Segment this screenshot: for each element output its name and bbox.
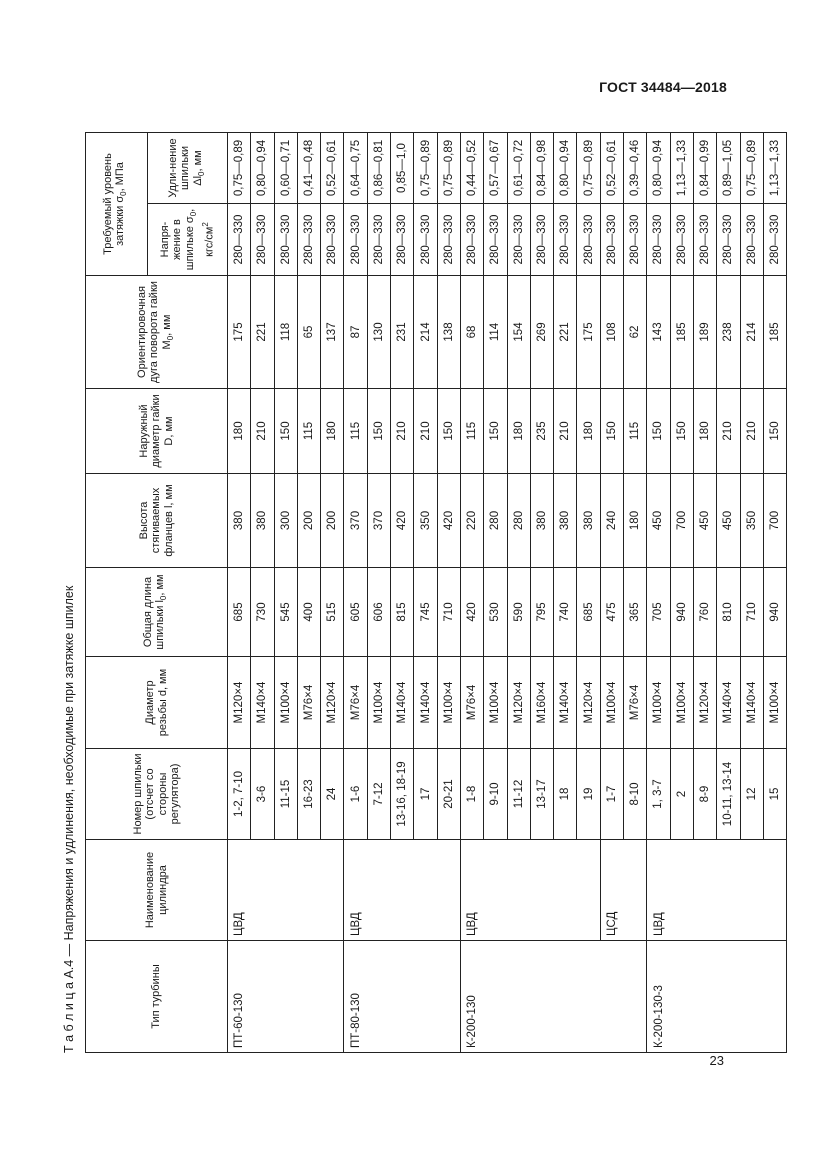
- table-row: [297, 133, 320, 1053]
- elongation-cell: 0,52—0,61: [600, 133, 623, 204]
- nut-diameter-cell: 210: [740, 389, 763, 474]
- elongation-cell: 0,89—1,05: [717, 133, 740, 204]
- stress-cell: 280—330: [391, 204, 414, 276]
- table-row: [693, 133, 716, 1053]
- thread-diameter-cell: М100×4: [367, 657, 390, 749]
- stud-number-cell: 1-7: [600, 749, 623, 840]
- cylinder-cell: [670, 840, 693, 941]
- stress-cell: 280—330: [228, 204, 251, 276]
- nut-diameter-cell: 115: [344, 389, 367, 474]
- nut-diameter-cell: 115: [624, 389, 647, 474]
- turbine-type-cell: [740, 941, 763, 1053]
- flange-height-cell: 200: [321, 474, 344, 568]
- header-turbine-type: Тип турбины: [86, 941, 228, 1053]
- total-length-cell: 590: [507, 568, 530, 657]
- nut-diameter-cell: 180: [693, 389, 716, 474]
- flange-height-cell: 380: [577, 474, 600, 568]
- nut-diameter-cell: 180: [577, 389, 600, 474]
- rotation-arc-cell: 185: [670, 276, 693, 389]
- table-row: [460, 133, 483, 1053]
- total-length-cell: 745: [414, 568, 437, 657]
- cylinder-cell: ЦСД: [600, 840, 623, 941]
- rotation-arc-cell: 269: [530, 276, 553, 389]
- flange-height-cell: 240: [600, 474, 623, 568]
- table-caption: Т а б л и ц а А.4 — Напряжения и удлинения, необходимые при затяжке шпилек: [62, 585, 76, 1053]
- thread-diameter-cell: М140×4: [717, 657, 740, 749]
- total-length-cell: 760: [693, 568, 716, 657]
- stud-number-cell: 8-9: [693, 749, 716, 840]
- nut-diameter-cell: 210: [554, 389, 577, 474]
- thread-diameter-cell: М120×4: [693, 657, 716, 749]
- nut-diameter-cell: 180: [228, 389, 251, 474]
- turbine-type-cell: [507, 941, 530, 1053]
- turbine-type-cell: [693, 941, 716, 1053]
- rotation-arc-cell: 214: [414, 276, 437, 389]
- document-code: ГОСТ 34484—2018: [599, 79, 727, 95]
- table-row: [321, 133, 344, 1053]
- thread-diameter-cell: М140×4: [391, 657, 414, 749]
- stud-number-cell: 7-12: [367, 749, 390, 840]
- cylinder-cell: [577, 840, 600, 941]
- turbine-type-cell: [414, 941, 437, 1053]
- elongation-cell: 0,75—0,89: [228, 133, 251, 204]
- stress-cell: 280—330: [484, 204, 507, 276]
- elongation-cell: 1,13—1,33: [763, 133, 786, 204]
- stud-number-cell: 11-12: [507, 749, 530, 840]
- elongation-cell: 0,64—0,75: [344, 133, 367, 204]
- flange-height-cell: 420: [391, 474, 414, 568]
- stud-number-cell: 8-10: [624, 749, 647, 840]
- turbine-type-cell: [624, 941, 647, 1053]
- flange-height-cell: 450: [647, 474, 670, 568]
- nut-diameter-cell: 150: [763, 389, 786, 474]
- elongation-cell: 0,85—1,0: [391, 133, 414, 204]
- stud-number-cell: 1-6: [344, 749, 367, 840]
- turbine-type-cell: [274, 941, 297, 1053]
- elongation-cell: 0,75—0,89: [740, 133, 763, 204]
- total-length-cell: 685: [228, 568, 251, 657]
- flange-height-cell: 380: [228, 474, 251, 568]
- elongation-cell: 0,80—0,94: [251, 133, 274, 204]
- nut-diameter-cell: 150: [274, 389, 297, 474]
- turbine-type-cell: [600, 941, 623, 1053]
- rotation-arc-cell: 189: [693, 276, 716, 389]
- table-row: [391, 133, 414, 1053]
- thread-diameter-cell: М120×4: [228, 657, 251, 749]
- table-row: [763, 133, 786, 1053]
- thread-diameter-cell: М160×4: [530, 657, 553, 749]
- stud-number-cell: 15: [763, 749, 786, 840]
- table-row: [577, 133, 600, 1053]
- thread-diameter-cell: М100×4: [600, 657, 623, 749]
- nut-diameter-cell: 150: [437, 389, 460, 474]
- header-nut-outer-diameter: Наружный диаметр гайки D, мм: [86, 389, 228, 474]
- elongation-cell: 0,84—0,98: [530, 133, 553, 204]
- cylinder-cell: [367, 840, 390, 941]
- table-row: [600, 133, 623, 1053]
- flange-height-cell: 450: [693, 474, 716, 568]
- flange-height-cell: 280: [484, 474, 507, 568]
- stud-number-cell: 13-16, 18-19: [391, 749, 414, 840]
- cylinder-cell: ЦВД: [460, 840, 483, 941]
- nut-diameter-cell: 115: [460, 389, 483, 474]
- turbine-type-cell: [763, 941, 786, 1053]
- stud-number-cell: 1, 3-7: [647, 749, 670, 840]
- cylinder-cell: [391, 840, 414, 941]
- cylinder-cell: [251, 840, 274, 941]
- stud-number-cell: 10-11, 13-14: [717, 749, 740, 840]
- rotation-arc-cell: 108: [600, 276, 623, 389]
- total-length-cell: 685: [577, 568, 600, 657]
- thread-diameter-cell: М140×4: [740, 657, 763, 749]
- turbine-type-cell: [367, 941, 390, 1053]
- rotation-arc-cell: 130: [367, 276, 390, 389]
- cylinder-cell: [484, 840, 507, 941]
- rotation-arc-cell: 138: [437, 276, 460, 389]
- turbine-type-cell: [391, 941, 414, 1053]
- flange-height-cell: 370: [344, 474, 367, 568]
- table-row: [647, 133, 670, 1053]
- total-length-cell: 710: [437, 568, 460, 657]
- elongation-cell: 0,41—0,48: [297, 133, 320, 204]
- flange-height-cell: 180: [624, 474, 647, 568]
- header-total-length: Общая длина шпильки $l_0$, мм: [86, 568, 228, 657]
- page-number: 23: [709, 1053, 724, 1068]
- rotation-arc-cell: 114: [484, 276, 507, 389]
- flange-height-cell: 380: [251, 474, 274, 568]
- table-row: [437, 133, 460, 1053]
- thread-diameter-cell: М100×4: [670, 657, 693, 749]
- turbine-type-cell: [297, 941, 320, 1053]
- stud-number-cell: 19: [577, 749, 600, 840]
- total-length-cell: 420: [460, 568, 483, 657]
- flange-height-cell: 350: [740, 474, 763, 568]
- total-length-cell: 705: [647, 568, 670, 657]
- stress-cell: 280—330: [647, 204, 670, 276]
- nut-diameter-cell: 210: [251, 389, 274, 474]
- elongation-cell: 1,13—1,33: [670, 133, 693, 204]
- header-thread-diameter: Диаметр резьбы d, мм: [86, 657, 228, 749]
- cylinder-cell: [554, 840, 577, 941]
- rotation-arc-cell: 214: [740, 276, 763, 389]
- flange-height-cell: 420: [437, 474, 460, 568]
- stress-cell: 280—330: [414, 204, 437, 276]
- total-length-cell: 515: [321, 568, 344, 657]
- cylinder-cell: ЦВД: [647, 840, 670, 941]
- total-length-cell: 605: [344, 568, 367, 657]
- table-row: [274, 133, 297, 1053]
- table-row: [344, 133, 367, 1053]
- stress-cell: 280—330: [251, 204, 274, 276]
- elongation-cell: 0,84—0,99: [693, 133, 716, 204]
- flange-height-cell: 220: [460, 474, 483, 568]
- total-length-cell: 795: [530, 568, 553, 657]
- total-length-cell: 475: [600, 568, 623, 657]
- table-row: [740, 133, 763, 1053]
- table-row: [507, 133, 530, 1053]
- rotation-arc-cell: 185: [763, 276, 786, 389]
- thread-diameter-cell: М76×4: [624, 657, 647, 749]
- stud-number-cell: 1-2, 7-10: [228, 749, 251, 840]
- table-row: [414, 133, 437, 1053]
- thread-diameter-cell: М100×4: [274, 657, 297, 749]
- total-length-cell: 810: [717, 568, 740, 657]
- stud-number-cell: 2: [670, 749, 693, 840]
- rotation-arc-cell: 118: [274, 276, 297, 389]
- thread-diameter-cell: М76×4: [297, 657, 320, 749]
- flange-height-cell: 700: [670, 474, 693, 568]
- stress-cell: 280—330: [763, 204, 786, 276]
- table-row: [554, 133, 577, 1053]
- flange-height-cell: 700: [763, 474, 786, 568]
- thread-diameter-cell: М140×4: [414, 657, 437, 749]
- elongation-cell: 0,86—0,81: [367, 133, 390, 204]
- table-row: [530, 133, 553, 1053]
- table-row: [251, 133, 274, 1053]
- header-flange-height: Высота стягиваемых фланцев l, мм: [86, 474, 228, 568]
- flange-height-cell: 200: [297, 474, 320, 568]
- total-length-cell: 530: [484, 568, 507, 657]
- turbine-type-cell: [554, 941, 577, 1053]
- stress-cell: 280—330: [344, 204, 367, 276]
- total-length-cell: 740: [554, 568, 577, 657]
- thread-diameter-cell: М120×4: [321, 657, 344, 749]
- cylinder-cell: [624, 840, 647, 941]
- turbine-type-cell: [437, 941, 460, 1053]
- nut-diameter-cell: 150: [600, 389, 623, 474]
- table-row: [624, 133, 647, 1053]
- stress-cell: 280—330: [554, 204, 577, 276]
- stud-number-cell: 17: [414, 749, 437, 840]
- header-required-level: Требуемый уровень затяжки $\sigma_0$, МПа: [86, 133, 148, 276]
- stress-cell: 280—330: [670, 204, 693, 276]
- elongation-cell: 0,75—0,89: [414, 133, 437, 204]
- header-rotation-arc: Ориентировочная дуга поворота гайки $M_0$, мм: [86, 276, 228, 389]
- stud-number-cell: 11-15: [274, 749, 297, 840]
- table-row: [670, 133, 693, 1053]
- rotation-arc-cell: 62: [624, 276, 647, 389]
- stress-cell: 280—330: [460, 204, 483, 276]
- rotation-arc-cell: 221: [554, 276, 577, 389]
- turbine-type-cell: К-200-130-3: [647, 941, 670, 1053]
- total-length-cell: 710: [740, 568, 763, 657]
- turbine-type-cell: [717, 941, 740, 1053]
- rotation-arc-cell: 65: [297, 276, 320, 389]
- cylinder-cell: [507, 840, 530, 941]
- cylinder-cell: [717, 840, 740, 941]
- rotation-arc-cell: 87: [344, 276, 367, 389]
- thread-diameter-cell: М100×4: [437, 657, 460, 749]
- stud-number-cell: 16-23: [297, 749, 320, 840]
- total-length-cell: 815: [391, 568, 414, 657]
- stress-cell: 280—330: [437, 204, 460, 276]
- elongation-cell: 0,75—0,89: [577, 133, 600, 204]
- stud-number-cell: 1-8: [460, 749, 483, 840]
- stud-number-cell: 13-17: [530, 749, 553, 840]
- turbine-type-cell: [577, 941, 600, 1053]
- rotation-arc-cell: 137: [321, 276, 344, 389]
- stress-cell: 280—330: [274, 204, 297, 276]
- nut-diameter-cell: 235: [530, 389, 553, 474]
- elongation-cell: 0,61—0,72: [507, 133, 530, 204]
- cylinder-cell: [414, 840, 437, 941]
- table-row: [717, 133, 740, 1053]
- flange-height-cell: 450: [717, 474, 740, 568]
- nut-diameter-cell: 150: [647, 389, 670, 474]
- cylinder-cell: [530, 840, 553, 941]
- stud-number-cell: 3-6: [251, 749, 274, 840]
- stud-number-cell: 24: [321, 749, 344, 840]
- turbine-type-cell: К-200-130: [460, 941, 483, 1053]
- stud-number-cell: 20-21: [437, 749, 460, 840]
- turbine-type-cell: [530, 941, 553, 1053]
- thread-diameter-cell: М100×4: [763, 657, 786, 749]
- flange-height-cell: 350: [414, 474, 437, 568]
- nut-diameter-cell: 180: [321, 389, 344, 474]
- table-row: [367, 133, 390, 1053]
- thread-diameter-cell: М100×4: [647, 657, 670, 749]
- rotation-arc-cell: 175: [228, 276, 251, 389]
- stud-number-cell: 9-10: [484, 749, 507, 840]
- stress-cell: 280—330: [740, 204, 763, 276]
- thread-diameter-cell: М140×4: [554, 657, 577, 749]
- header-stud-number: Номер шпильки (отсчет со стороны регулятора): [86, 749, 228, 840]
- cylinder-cell: ЦВД: [228, 840, 251, 941]
- rotation-arc-cell: 238: [717, 276, 740, 389]
- nut-diameter-cell: 150: [484, 389, 507, 474]
- flange-height-cell: 380: [530, 474, 553, 568]
- turbine-type-cell: [484, 941, 507, 1053]
- header-elongation: Удли-нение шпильки $\Delta l_0$, мм: [148, 133, 228, 204]
- turbine-type-cell: ПТ-60-130: [228, 941, 251, 1053]
- elongation-cell: 0,80—0,94: [647, 133, 670, 204]
- stress-cell: 280—330: [717, 204, 740, 276]
- rotation-arc-cell: 143: [647, 276, 670, 389]
- rotation-arc-cell: 175: [577, 276, 600, 389]
- stress-cell: 280—330: [624, 204, 647, 276]
- elongation-cell: 0,44—0,52: [460, 133, 483, 204]
- cylinder-cell: [321, 840, 344, 941]
- cylinder-cell: [763, 840, 786, 941]
- total-length-cell: 940: [763, 568, 786, 657]
- stud-tightening-table: [85, 132, 787, 1053]
- turbine-type-cell: [251, 941, 274, 1053]
- stress-cell: 280—330: [507, 204, 530, 276]
- nut-diameter-cell: 150: [670, 389, 693, 474]
- rotation-arc-cell: 221: [251, 276, 274, 389]
- rotation-arc-cell: 231: [391, 276, 414, 389]
- total-length-cell: 606: [367, 568, 390, 657]
- total-length-cell: 940: [670, 568, 693, 657]
- flange-height-cell: 380: [554, 474, 577, 568]
- header-stress-in-stud: Напря-жение в шпильке $\sigma_0$, кгс/$см^2$: [148, 204, 228, 276]
- stress-cell: 280—330: [297, 204, 320, 276]
- thread-diameter-cell: М76×4: [344, 657, 367, 749]
- thread-diameter-cell: М76×4: [460, 657, 483, 749]
- stress-cell: 280—330: [600, 204, 623, 276]
- turbine-type-cell: [321, 941, 344, 1053]
- flange-height-cell: 300: [274, 474, 297, 568]
- total-length-cell: 365: [624, 568, 647, 657]
- header-cylinder-name: Наименование цилиндра: [86, 840, 228, 941]
- stress-cell: 280—330: [577, 204, 600, 276]
- elongation-cell: 0,57—0,67: [484, 133, 507, 204]
- cylinder-cell: [693, 840, 716, 941]
- nut-diameter-cell: 210: [391, 389, 414, 474]
- total-length-cell: 400: [297, 568, 320, 657]
- thread-diameter-cell: М140×4: [251, 657, 274, 749]
- stud-number-cell: 12: [740, 749, 763, 840]
- nut-diameter-cell: 150: [367, 389, 390, 474]
- elongation-cell: 0,39—0,46: [624, 133, 647, 204]
- stud-number-cell: 18: [554, 749, 577, 840]
- nut-diameter-cell: 115: [297, 389, 320, 474]
- rotation-arc-cell: 154: [507, 276, 530, 389]
- stress-cell: 280—330: [530, 204, 553, 276]
- nut-diameter-cell: 210: [717, 389, 740, 474]
- nut-diameter-cell: 180: [507, 389, 530, 474]
- turbine-type-cell: ПТ-80-130: [344, 941, 367, 1053]
- stress-cell: 280—330: [693, 204, 716, 276]
- stress-cell: 280—330: [321, 204, 344, 276]
- cylinder-cell: [297, 840, 320, 941]
- nut-diameter-cell: 210: [414, 389, 437, 474]
- cylinder-cell: [740, 840, 763, 941]
- turbine-type-cell: [670, 941, 693, 1053]
- thread-diameter-cell: М120×4: [507, 657, 530, 749]
- elongation-cell: 0,60—0,71: [274, 133, 297, 204]
- rotation-arc-cell: 68: [460, 276, 483, 389]
- flange-height-cell: 280: [507, 474, 530, 568]
- rotated-table-block: [57, 133, 781, 1053]
- elongation-cell: 0,80—0,94: [554, 133, 577, 204]
- total-length-cell: 545: [274, 568, 297, 657]
- flange-height-cell: 370: [367, 474, 390, 568]
- stress-cell: 280—330: [367, 204, 390, 276]
- thread-diameter-cell: М120×4: [577, 657, 600, 749]
- table-body: [228, 133, 787, 1053]
- total-length-cell: 730: [251, 568, 274, 657]
- cylinder-cell: [274, 840, 297, 941]
- table-row: [484, 133, 507, 1053]
- thread-diameter-cell: М100×4: [484, 657, 507, 749]
- table-row: [228, 133, 251, 1053]
- cylinder-cell: [437, 840, 460, 941]
- elongation-cell: 0,52—0,61: [321, 133, 344, 204]
- cylinder-cell: ЦВД: [344, 840, 367, 941]
- elongation-cell: 0,75—0,89: [437, 133, 460, 204]
